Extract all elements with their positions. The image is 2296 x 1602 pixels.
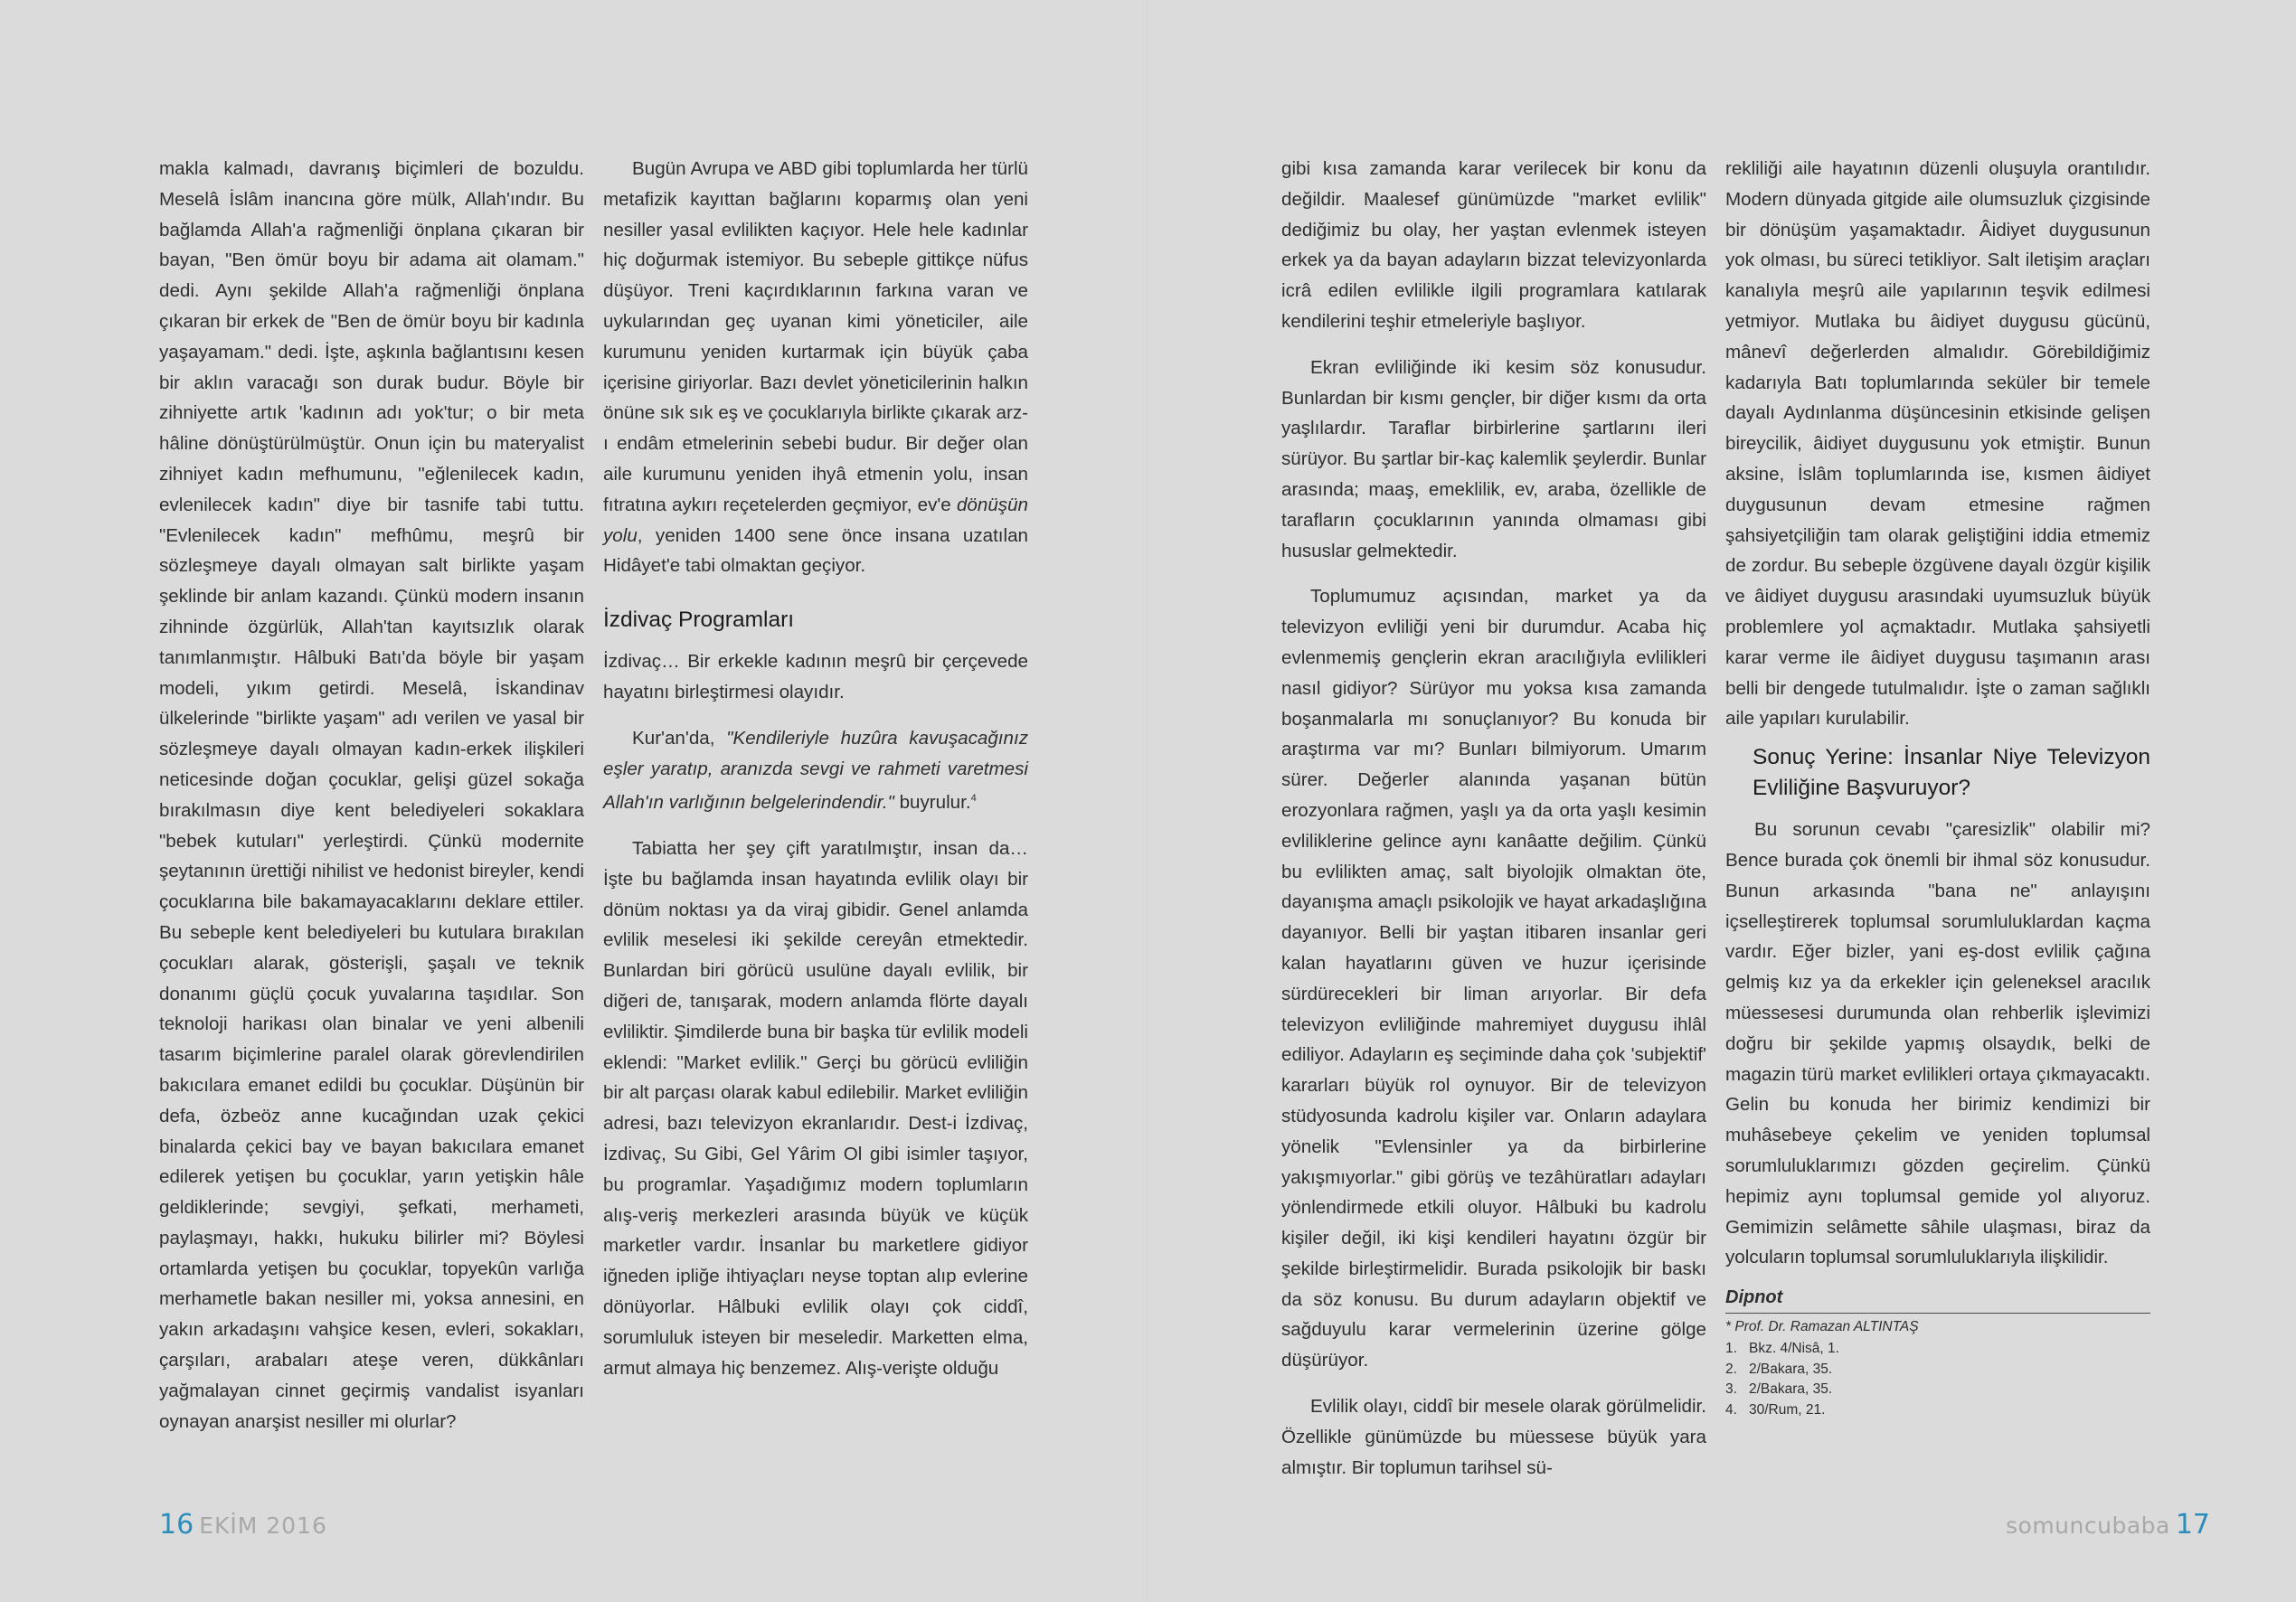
body-paragraph: gibi kısa zamanda karar verilecek bir konu da değildir. Maalesef günümüzde "market evlilik" dediğimiz bu olay, her yaştan evlenmek isteyen erkek ya da bayan adayların bizzat televizyonlarda icrâ edilen evlilikle ilgili programlara katılarak kendilerini teşhir etmeleriyle başlıyor. — [1281, 158, 1706, 332]
footnote-text: Bkz. 4/Nisâ, 1. — [1749, 1341, 1839, 1357]
body-paragraph: Bu sorunun cevabı "çaresizlik" olabilir mi? Bence burada çok önemli bir ihmal söz konusudur. Bunun arkasında "bana ne" anlayışını içselleştirerek toplumsal sorumluluklardan kaçma vardır. Eğer bizler, yani eş-dost evlilik çağına gelmiş kız ya da erkekler için geleneksel aracılık müessesesi durumunda olan rehberlik işlevimizi doğru bir şekilde yapmış olsaydık, belki de magazin türü market evlilikleri ortaya çıkmayacaktı. Gelin bu konuda her birimiz kendimizi bir muhâsebeye çekelim ve yeniden toplumsal sorumluluklarımızı gözden geçirelim. Çünkü hepimiz aynı toplumsal gemide yol alıyoruz. Gemimizin selâmette sâhile ulaşması, biraz da yolcuların toplumsal sorumluluklarıyla ilişkilidir. — [1725, 819, 2150, 1268]
body-text: , yeniden 1400 sene önce insana uzatılan Hidâyet'e tabi olmaktan geçiyor. — [603, 524, 1028, 577]
body-paragraph: rekliliği aile hayatının düzenli oluşuyla orantılıdır. Modern dünyada gitgide aile olumsuzluk çizgisinde bir dönüşüm yaşamaktadır. Âidiyet duygusunun yok olması, bu süreci tetikliyor. Salt iletişim araçları kanalıyla meşrû aile yapılarının teşvik edilmesi yetmiyor. Mutlaka bu âidiyet duygusu gücünü, mânevî değerlerden almalıdır. Görebildiğimiz kadarıyla Batı toplumlarında seküler bir temele dayalı Aydınlanma düşüncesinin etkisinde gelişen bireycilik, âidiyet duygusunu yok etmiştir. Bunun aksine, İslâm toplumlarında ise, kısmen âidiyet duygusunun devam etmesine rağmen şahsiyetçiliğin tam olarak geliştiğini iddia etmemiz de zordur. Bu sebeple özgüvene dayalı özgür kişilik ve âidiyet duygusu arasındaki uyumsuzluk büyük problemlere yol açmaktadır. Mutlaka şahsiyetli karar verme ile âidiyet duygusu taşımanın arası belli bir dengede tutulmalıdır. İşte o zaman sağlıklı aile yapıları kurulabilir. — [1725, 158, 2150, 730]
folio-right — [2006, 1507, 2210, 1544]
body-text: Bugün Avrupa ve ABD gibi toplumlarda her türlü metafizik kayıttan bağlarını koparmış olan yeni nesiller yasal evlilikten kaçıyor. Hele hele kadınlar hiç doğurmak istemiyor. Bu sebeple gittikçe nüfus düşüyor. Treni kaçırdıklarının farkına varan ve uykularından geç uyanan kimi yöneticiler, aile kurumunu yeniden kurtarmak için büyük çaba içerisine giriyorlar. Bazı devlet yöneticilerinin halkın önüne sık sık eş ve çocuklarıyla birlikte çıkarak arz-ı endâm etmelerinin sebebi budur. Bir değer olan aile kurumunu yeniden ihyâ etmenin yolu, insan fıtratına aykırı reçetelerden geçmiyor, ev'e — [603, 158, 1028, 515]
column-3 — [1281, 154, 1706, 1483]
page-number: 16 — [159, 1509, 194, 1541]
section-heading: İzdivaç Programları — [603, 608, 795, 633]
footnote-item — [1725, 1380, 2150, 1400]
footnote-text: 2/Bakara, 35. — [1749, 1361, 1833, 1377]
body-paragraph — [603, 154, 1028, 581]
quran-quote: "Kendileriyle huzûra kavuşacağınız eşler yaratıp, aranızda sevgi ve rahmeti varetmesi Allah'ın varlığının belgelerindendir." — [603, 727, 1028, 814]
body-paragraph — [603, 723, 1028, 818]
body-text: Kur'an'da, — [632, 727, 727, 749]
body-paragraph: İzdivaç… Bir erkekle kadının meşrû bir çerçevede hayatını birleştirmesi olayıdır. — [603, 651, 1028, 702]
body-paragraph: makla kalmadı, davranış biçimleri de bozuldu. Meselâ İslâm inancına göre mülk, Allah'ındır. Bu bağlamda Allah'a rağmenliği önplana çıkaran bir bayan, "Ben ömür boyu bir adama ait olamam." dedi. Aynı şekilde Allah'a rağmenliği önplana çıkaran bir erkek de "Ben de ömür boyu bir kadınla yaşayamam." dedi. İşte, aşkınla bağlantısını kesen bir aklın varacağı son durak budur. Böyle bir zihniyette artık 'kadının adı yok'tur; o bir meta hâline dönüştürülmüştür. Onun için bu materyalist zihniyet kadın mefhumunu, "eğlenilecek kadın, evlenilecek kadın" diye bir tasnife tabi tuttu. "Evlenilecek kadın" mefhûmu, meşrû bir sözleşmeye dayalı olmayan salt birlikte yaşam şeklinde bir anlam kazandı. Çünkü modern insanın zihninde özgürlük, Allah'tan kayıtsızlık olarak tanımlanmıştır. Hâlbuki Batı'da böyle bir yaşam modeli, yıkım getirdi. Meselâ, İskandinav ülkelerinde "birlikte yaşam" adı verilen ve yasal bir sözleşmeye dayalı olmayan kadın-erkek ilişkileri neticesinde doğan çocuklar, gelişi güzel sokağa bırakılmasın diye kent belediyeleri sokaklara "bebek kutuları" yerleştirdi. Çünkü modernite şeytanının ürettiği nihilist ve hedonist bireyler, kendi çocuklarına bile bakamayacaklarını deklare ettiler. Bu sebeple kent belediyeleri bu kutulara bırakılan çocukları alarak, gösterişli, şaşalı ve teknik donanımı güçlü çocuk yuvalarına taşıdılar. Son teknoloji harikası olan binalar ve yeni albenili tasarım biçimlerine paralel olarak görevlendirilen bakıcılara emanet edildi bu çocuklar. Düşünün bir defa, özbeöz anne kucağından uzak çekici binalarda çekici bay ve bayan bakıcılara emanet edilerek yetişen bu çocuklar, yarın yetişkin hâle geldiklerinde; sevgiyi, şefkati, merhameti, paylaşmayı, hakkı, hukuku bilirler mi? Böylesi ortamlarda yetişen bu çocuklar, topyekûn varlığa merhametle bakan nesiller mi, yoksa annesini, en yakın arkadaşını vahşice kesen, evleri, sokakları, çarşıları, arabaları ateşe veren, dükkânları yağmalayan cinnet geçirmiş vandalist isyanları oynayan anarşist nesiller mi olurlar? — [159, 158, 584, 1432]
footnote-number: 1. — [1725, 1341, 1737, 1357]
body-paragraph: Tabiatta her şey çift yaratılmıştır, insan da… İşte bu bağlamda insan hayatında evlilik olayı bir dönüm noktası ya da viraj gibidir. Genel anlamda evlilik meselesi iki şekilde cereyân etmektedir. Bunlardan biri görücü usulüne dayalı evlilik, bir diğeri de, tanışarak, modern anlamda flörte dayalı evliliktir. Şimdilerde buna bir başka tür evlilik modeli eklendi: "Market evlilik." Gerçi bu görücü evliliğin bir alt parçası olarak kabul edilebilir. Market evliliğin adresi, bazı televizyon ekranlarıdır. Dest-i İzdivaç, İzdivaç, Su Gibi, Gel Yârim Ol gibi isimler taşıyor, bu programlar. Yaşadığımız modern toplumların alış-veriş merkezleri arasında büyük ve küçük marketler vardır. İnsanlar bu marketlere gidiyor iğneden ipliğe ihtiyaçları neyse toptan alıp evlerine dönüyorlar. Hâlbuki evlilik olayı çok ciddî, sorumluluk isteyen bir meseledir. Marketten elma, armut almaya hiç benzemez. Alış-verişte olduğu — [603, 838, 1028, 1379]
footnote-number: 4. — [1725, 1401, 1737, 1418]
column-1 — [159, 154, 584, 1437]
magazine-logo: somuncubaba — [2006, 1512, 2170, 1539]
footnote-text: 2/Bakara, 35. — [1749, 1381, 1833, 1398]
footnote-list — [1725, 1339, 2150, 1420]
footnote-text: 30/Rum, 21. — [1749, 1401, 1826, 1418]
emphasis-text: dönüşün yolu — [603, 494, 1028, 546]
body-paragraph: Evlilik olayı, ciddî bir mesele olarak görülmelidir. Özellikle günümüzde bu müessese büyük yara almıştır. Bir toplumun tarihsel sü- — [1281, 1396, 1706, 1478]
section-heading: Sonuç Yerine: İnsanlar Niye Televizyon Evliliğine Başvuruyor? — [1753, 745, 2150, 801]
body-paragraph: Ekran evliliğinde iki kesim söz konusudur. Bunlardan bir kısmı gençler, bir diğer kısmı da orta yaşlılardır. Taraflar birbirlerine şartlarını ileri sürüyor. Bu şartlar bir-kaç kalemlik şeylerdir. Bunlar arasında; maaş, emeklilik, ev, araba, özellikle de tarafların çocuklarının yanında olmaması gibi hususlar gelmektedir. — [1281, 356, 1706, 561]
footnote-ref: 4 — [970, 793, 977, 805]
column-4 — [1725, 154, 2150, 1420]
column-2 — [603, 154, 1028, 1383]
issue-date: EKİM 2016 — [199, 1512, 327, 1539]
page-spine — [1147, 0, 1148, 1602]
footnote-item — [1725, 1400, 2150, 1421]
page-number: 17 — [2175, 1509, 2211, 1541]
footnote-item — [1725, 1339, 2150, 1360]
footnote-item — [1725, 1360, 2150, 1381]
body-text: buyrulur. — [893, 792, 971, 814]
body-paragraph: Toplumumuz açısından, market ya da televizyon evliliği yeni bir durumdur. Acaba hiç evlenmemiş gençlerin ekran aracılığıyla evlilikleri nasıl gidiyor? Sürüyor mu yoksa kısa zamanda boşanmalarla mı sonuçlanıyor? Bu konuda bir araştırma var mı? Bunları bilmiyorum. Umarım sürer. Değerler alanında yaşanan bütün erozyonlara rağmen, yaşlı ya da orta yaşlı kesimin evliliklerine gelince aynı kanâatte değilim. Çünkü bu evlilikten amaç, salt biyolojik olmaktan öte, dayanışma amaçlı psikolojik ve hayat arkadaşlığına dayanıyor. Belli bir yaştan itibaren insanlar geri kalan hayatlarını güven ve huzur içerisinde sürdürecekleri bir liman arıyorlar. Bir defa televizyon evliliğinde mahremiyet duygusu ihlâl ediliyor. Adayların eş seçiminde daha çok 'subjektif' kararları büyük rol oynuyor. Bir de televizyon stüdyosunda kadrolu kişiler var. Onların adaylara yönelik "Evlensinler ya da birbirlerine yakışmıyorlar." gibi görüş ve tezâhüratları adayları yönlendirmede etkili oluyor. Hâlbuki bu kadrolu kişiler değil, iki kişi kendileri hayatını özgür bir şekilde birleştirmelidir. Burada psikolojik bir baskı da söz konusu. Bu durum adayların objektif ve sağduyulu karar vermelerinin üzerine gölge düşürüyor. — [1281, 586, 1706, 1371]
folio-left — [159, 1507, 327, 1544]
footnote-number: 3. — [1725, 1381, 1737, 1398]
footnote-number: 2. — [1725, 1361, 1737, 1377]
footnote-title: Dipnot — [1725, 1284, 2150, 1314]
footnote-author: * Prof. Dr. Ramazan ALTINTAŞ — [1725, 1319, 1919, 1335]
